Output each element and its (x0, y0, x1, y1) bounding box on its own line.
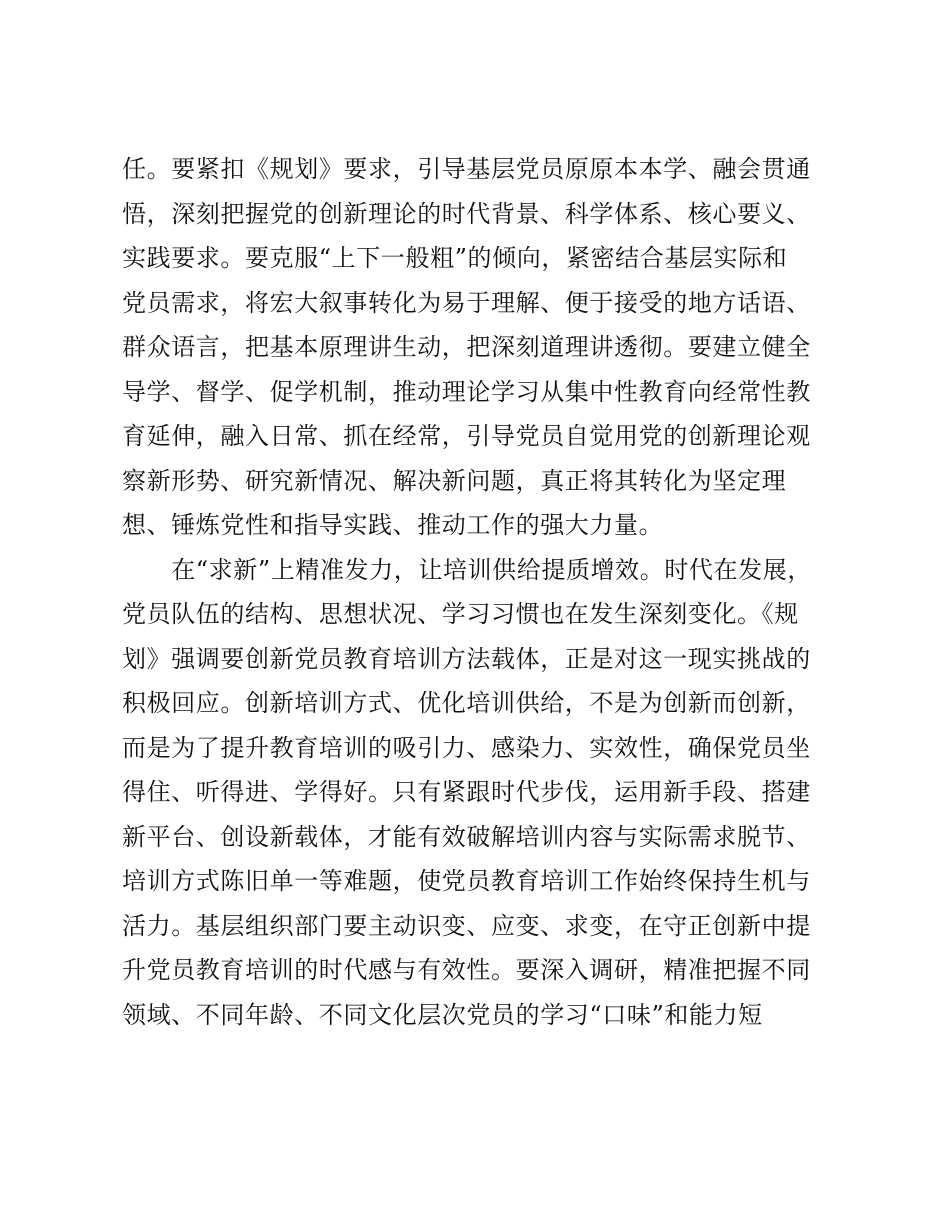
text-line: 划》强调要创新党员教育培训方法载体，正是对这一现实挑战的 (122, 644, 811, 673)
text-line: 育延伸，融入日常、抓在经常，引导党员自觉用党的创新理论观 (122, 422, 811, 450)
text-line: 任。要紧扣《规划》要求，引导基层党员原原本本学、融会贯通 (122, 155, 811, 183)
text-line: 群众语言，把基本原理讲生动，把深刻道理讲透彻。要建立健全 (122, 333, 811, 361)
text-line: 党员队伍的结构、思想状况、学习习惯也在发生深刻变化。《规 (122, 600, 799, 628)
text-line: 培训方式陈旧单一等难题，使党员教育培训工作始终保持生机与 (122, 867, 811, 895)
text-line: 得住、听得进、学得好。只有紧跟时代步伐，运用新手段、搭建 (122, 778, 811, 806)
text-line: 新平台、创设新载体，才能有效破解培训内容与实际需求脱节、 (122, 822, 811, 851)
text-line: 导学、督学、促学机制，推动理论学习从集中性教育向经常性教 (122, 377, 811, 406)
text-line: 活力。基层组织部门要主动识变、应变、求变，在守正创新中提 (122, 911, 811, 940)
text-line: 升党员教育培训的时代感与有效性。要深入调研，精准把握不同 (122, 956, 811, 984)
paragraph-start-line: 在“求新”上精准发力，让培训供给提质增效。时代在发展， (122, 555, 812, 584)
body-text (122, 147, 822, 1037)
text-line: 实践要求。要克服“上下一般粗”的倾向，紧密结合基层实际和 (122, 244, 788, 272)
text-line: 而是为了提升教育培训的吸引力、感染力、实效性，确保党员坐 (122, 733, 811, 762)
text-line: 积极回应。创新培训方式、优化培训供给，不是为创新而创新， (122, 689, 811, 717)
text-line: 察新形势、研究新情况、解决新问题，真正将其转化为坚定理 (122, 466, 787, 495)
text-line: 党员需求，将宏大叙事转化为易于理解、便于接受的地方话语、 (122, 288, 811, 317)
text-line: 领域、不同年龄、不同文化层次党员的学习“口味”和能力短 (122, 1000, 763, 1029)
text-line: 悟，深刻把握党的创新理论的时代背景、科学体系、核心要义、 (122, 199, 811, 228)
text-line: 想、锤炼党性和指导实践、推动工作的强大力量。 (122, 511, 664, 539)
